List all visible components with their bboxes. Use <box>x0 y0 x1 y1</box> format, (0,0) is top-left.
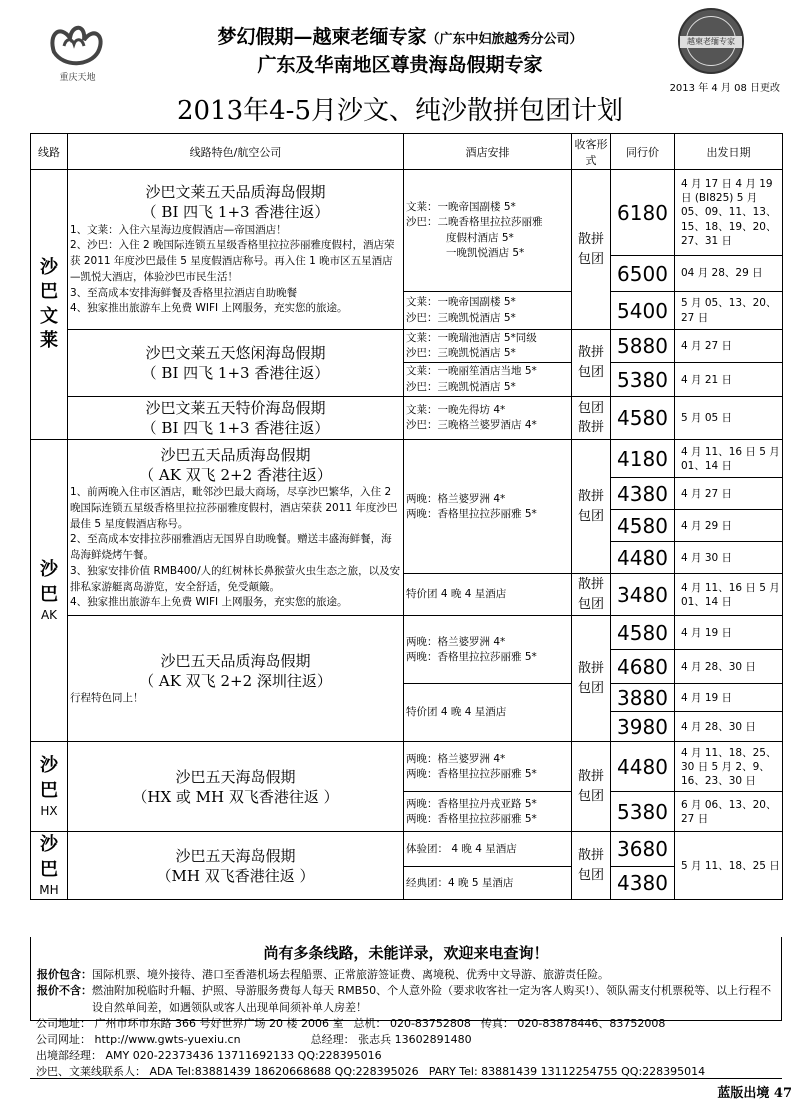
headline-1-sub: （广东中妇旅越秀分公司） <box>426 32 583 47</box>
tour-table <box>30 133 783 900</box>
table-header-row <box>31 134 783 170</box>
dates-mh: 5 月 11、18、25 日 <box>675 832 783 900</box>
table-row <box>31 832 783 867</box>
contact-info <box>30 1016 782 1080</box>
price-3980: 3980 <box>611 712 675 742</box>
headline-2: 广东及华南地区尊贵海岛假期专家 <box>257 54 543 76</box>
page-header <box>0 0 800 130</box>
ak-p2-hotel-b: 特价团 4 晚 4 星酒店 <box>404 684 572 742</box>
price-3880: 3880 <box>611 684 675 712</box>
wl-p1-hotel-b: 文莱：一晚帝国副楼 5* 沙巴：三晚凯悦酒店 5* <box>404 292 572 330</box>
ak-p2-form: 散拼包团 <box>572 616 611 742</box>
ak-p1-form-a: 散拼包团 <box>572 440 611 574</box>
liaison-pary: PARY Tel: 83881439 13112254755 QQ:228395014 <box>428 1064 706 1078</box>
ak-p1-features: 沙巴五天品质海岛假期 （ AK 双飞 2+2 香港往返） 1、前两晚入住市区酒店，毗邻沙巴最大商场，尽享沙巴繁华，入住 2 晚国际连锁五星级香格里拉拉莎丽雅度假村，酒店荣获 2011 年度沙巴最佳 5 星度假酒店称号。 2、至高成本安排拉莎丽雅酒店无国界自助晚餐。赠送丰盛海鲜餐，海岛海鲜烧烤午餐。 3、独家安排价值 RMB400/人的红树林长鼻猴萤火虫生态之旅，以及安排私家游艇离岛游览，安全舒适，免受颠簸。 4、独家推出旅游车上免费 WIFI 上网服务，充实您的旅途。 <box>68 440 404 616</box>
table-row <box>31 396 783 440</box>
hx-features: 沙巴五天海岛假期 （HX 或 MH 双飞香港往返 ） <box>68 742 404 832</box>
company-website[interactable]: 公司网址： http://www.gwts-yuexiu.cn <box>36 1032 241 1046</box>
col-features: 线路特色/航空公司 <box>68 134 404 170</box>
table-row <box>31 330 783 363</box>
price-4380: 4380 <box>611 478 675 510</box>
company-address: 公司地址： 广州市环市东路 366 号好世界广场 20 楼 2006 室 <box>36 1017 344 1030</box>
price-5400: 5400 <box>611 292 675 330</box>
dates-6180: 4 月 17 日 4 月 19 日 (BI825) 5 月 05、09、11、13、15、18、19、20、27、31 日 <box>675 170 783 256</box>
switchboard: 总机： 020-83752808 <box>353 1017 471 1030</box>
wl-p3-form: 包团散拼 <box>572 396 611 440</box>
dates-4480: 4 月 30 日 <box>675 542 783 574</box>
wl-p2-hotel-b: 文莱：一晚丽笙酒店当地 5* 沙巴：三晚凯悦酒店 5* <box>404 363 572 396</box>
footer-rule <box>30 1078 782 1079</box>
price-4380-mh: 4380 <box>611 867 675 900</box>
price-excludes: 报价不含： 燃油附加税临时升幅、护照、导游服务费每人每天 RMB50、个人意外险（要求收客社一定为客人购买!）、领队需支付机票税等、以上行程不设自然单间差，如遇领队或客人出现单间须补单人房差！ <box>37 984 772 1014</box>
price-6180: 6180 <box>611 170 675 256</box>
col-dates: 出发日期 <box>675 134 783 170</box>
dates-3880: 4 月 19 日 <box>675 684 783 712</box>
ak-p2-features: 沙巴五天品质海岛假期 （ AK 双飞 2+2 深圳往返） 行程特色同上！ <box>68 616 404 742</box>
price-hx-5380: 5380 <box>611 792 675 832</box>
hx-form: 散拼包团 <box>572 742 611 832</box>
page-mark: 蓝版出境 47 <box>717 1086 792 1100</box>
dates-hx-4480: 4 月 11、18、25、30 日 5 月 2、9、16、23、30 日 <box>675 742 783 792</box>
dates-hx-5380: 6 月 06、13、20、27 日 <box>675 792 783 832</box>
dates-4680: 4 月 28、30 日 <box>675 650 783 684</box>
price-4580: 4580 <box>611 396 675 440</box>
logo-caption: 重庆天地 <box>59 73 96 83</box>
mh-hotel-a: 体验团： 4 晚 4 星酒店 <box>404 832 572 867</box>
mh-hotel-b: 经典团：4 晚 5 星酒店 <box>404 867 572 900</box>
route-mh: 沙 巴 MH <box>31 832 68 900</box>
col-form: 收客形式 <box>572 134 611 170</box>
company-badge <box>678 8 744 74</box>
route-wl: 沙 巴 文 莱 <box>31 170 68 440</box>
col-hotel: 酒店安排 <box>404 134 572 170</box>
dates-3980: 4 月 28、30 日 <box>675 712 783 742</box>
wl-p1-form: 散拼包团 <box>572 170 611 330</box>
badge-text: 越柬老缅专家 <box>680 36 742 48</box>
table-row <box>31 742 783 792</box>
dates-4180: 4 月 11、16 日 5 月 01、14 日 <box>675 440 783 478</box>
update-date: 2013 年 4 月 08 日更改 <box>669 83 780 94</box>
page-title: 2013年4-5月沙文、纯沙散拼包团计划 <box>176 96 624 126</box>
dates-ak2-4580: 4 月 19 日 <box>675 616 783 650</box>
col-route: 线路 <box>31 134 68 170</box>
footer-notes <box>30 937 782 1021</box>
ak-p1-form-b: 散拼包团 <box>572 574 611 616</box>
hx-hotel-a: 两晚：格兰婆罗洲 4* 两晚：香格里拉拉莎丽雅 5* <box>404 742 572 792</box>
table-row <box>31 170 783 256</box>
wl-p3-hotel: 文莱：一晚先得坊 4* 沙巴：三晚格兰婆罗酒店 4* <box>404 396 572 440</box>
liaison-ada: 沙巴、文莱线联系人： ADA Tel:83881439 18620668688 QQ:228395026 <box>36 1064 419 1078</box>
wl-p2-form: 散拼包团 <box>572 330 611 397</box>
wl-p1-hotel-a: 文莱：一晚帝国副楼 5* 沙巴：二晚香格里拉拉莎丽雅 度假村酒店 5* 一晚凯悦酒店 5* <box>404 170 572 292</box>
wl-p2-features: 沙巴文莱五天悠闲海岛假期 （ BI 四飞 1+3 香港往返） <box>68 330 404 397</box>
dates-5380: 4 月 21 日 <box>675 363 783 396</box>
price-ak2-4580: 4580 <box>611 616 675 650</box>
dates-3480: 4 月 11、16 日 5 月 01、14 日 <box>675 574 783 616</box>
headline-1-main: 梦幻假期—越柬老缅专家 <box>217 26 427 48</box>
table-row <box>31 616 783 650</box>
price-4680: 4680 <box>611 650 675 684</box>
price-4180: 4180 <box>611 440 675 478</box>
dept-manager: 出境部经理： AMY 020-22373436 13711692133 QQ:228395016 <box>36 1048 382 1062</box>
col-price: 同行价 <box>611 134 675 170</box>
price-5880: 5880 <box>611 330 675 363</box>
price-3480: 3480 <box>611 574 675 616</box>
price-ak-4580: 4580 <box>611 510 675 542</box>
ak-p1-hotel-b: 特价团 4 晚 4 星酒店 <box>404 574 572 616</box>
wl-p1-features: 沙巴文莱五天品质海岛假期 （ BI 四飞 1+3 香港往返） 1、文莱：入住六星海边度假酒店—帝国酒店！ 2、沙巴：入住 2 晚国际连锁五星级香格里拉拉莎丽雅度假村，酒店荣获 2011 年度沙巴最佳 5 星度假酒店称号。再入住 1 晚市区五星酒店—凯悦大酒店，体验沙巴市民生活！ 3、至高成本安排海鲜餐及香格里拉酒店自助晚餐 4、独家推出旅游车上免费 WIFI 上网服务，充实您的旅途。 <box>68 170 404 330</box>
dates-5880: 4 月 27 日 <box>675 330 783 363</box>
dates-4380: 4 月 27 日 <box>675 478 783 510</box>
dates-4580: 5 月 05 日 <box>675 396 783 440</box>
wl-p2-hotel-a: 文莱：一晚瑞池酒店 5*同级 沙巴：三晚凯悦酒店 5* <box>404 330 572 363</box>
price-6500: 6500 <box>611 256 675 292</box>
headline-1 <box>120 22 680 49</box>
price-5380: 5380 <box>611 363 675 396</box>
mh-form: 散拼包团 <box>572 832 611 900</box>
dates-5400: 5 月 05、13、20、27 日 <box>675 292 783 330</box>
route-ak: 沙 巴 AK <box>31 440 68 742</box>
price-4480: 4480 <box>611 542 675 574</box>
general-manager: 总经理： 张志兵 13602891480 <box>310 1032 472 1046</box>
inquiry-note: 尚有多条线路，未能详录，欢迎来电查询！ <box>263 944 549 962</box>
price-hx-4480: 4480 <box>611 742 675 792</box>
dates-ak-4580: 4 月 29 日 <box>675 510 783 542</box>
price-includes: 报价包含： 国际机票、境外接待、港口至香港机场去程船票、正常旅游签证费、离境税、优秀中文导游、旅游责任险。 <box>37 967 609 981</box>
ak-p2-hotel-a: 两晚：格兰婆罗洲 4* 两晚：香格里拉拉莎丽雅 5* <box>404 616 572 684</box>
route-hx: 沙 巴 HX <box>31 742 68 832</box>
hx-hotel-b: 两晚：香格里拉丹戎亚路 5* 两晚：香格里拉拉莎丽雅 5* <box>404 792 572 832</box>
price-3680: 3680 <box>611 832 675 867</box>
mh-features: 沙巴五天海岛假期 （MH 双飞香港往返 ） <box>68 832 404 900</box>
dates-6500: 04 月 28、29 日 <box>675 256 783 292</box>
fax: 传真： 020-83878446、83752008 <box>480 1017 666 1030</box>
wl-p3-features: 沙巴文莱五天特价海岛假期 （ BI 四飞 1+3 香港往返） <box>68 396 404 440</box>
ak-p1-hotel-a: 两晚：格兰婆罗洲 4* 两晚：香格里拉拉莎丽雅 5* <box>404 440 572 574</box>
table-row <box>31 440 783 478</box>
